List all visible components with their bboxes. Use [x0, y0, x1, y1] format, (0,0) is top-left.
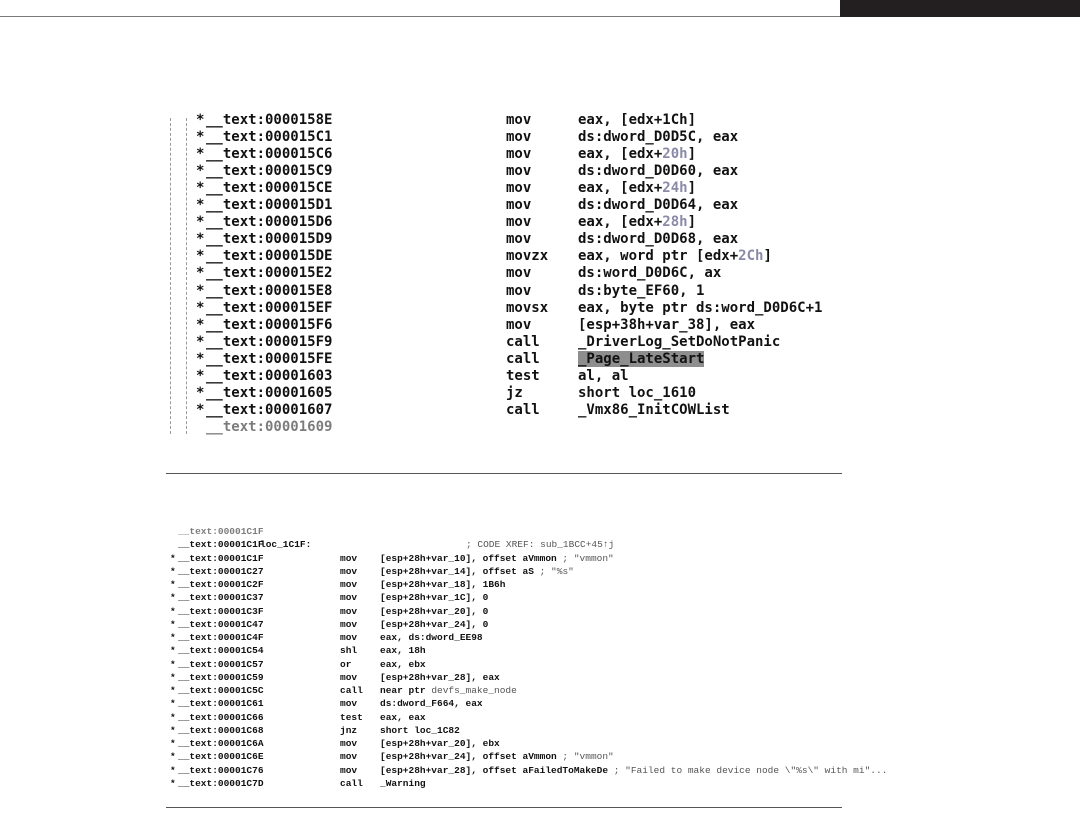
- row-marker: *: [170, 698, 176, 710]
- listing-row[interactable]: [166, 618, 842, 631]
- row-mnemonic: shl: [340, 645, 358, 657]
- row-mnemonic: movsx: [506, 299, 549, 316]
- row-mnemonic: mov: [506, 197, 532, 214]
- row-mnemonic: mov: [506, 180, 532, 197]
- listing-row[interactable]: [166, 334, 842, 351]
- row-operand: [578, 351, 704, 368]
- row-address: __text:000015C9: [206, 163, 333, 180]
- row-address: __text:00001603: [206, 367, 333, 384]
- operand-text: short loc_1C82: [380, 724, 460, 736]
- row-operand: [380, 644, 426, 657]
- row-operand: [578, 385, 696, 402]
- row-mnemonic: mov: [506, 316, 532, 333]
- row-operand: [380, 565, 574, 578]
- highlighted-symbol: _Page_LateStart: [578, 350, 705, 367]
- row-operand: [578, 129, 738, 146]
- operand-text: eax, word ptr [edx+: [578, 248, 739, 265]
- row-address: __text:00001C76: [178, 764, 264, 776]
- row-mnemonic: call: [340, 777, 363, 789]
- listing-row[interactable]: [166, 163, 842, 180]
- row-mnemonic: jnz: [340, 724, 358, 736]
- row-mnemonic: mov: [340, 565, 358, 577]
- listing-row[interactable]: [166, 231, 842, 248]
- row-address: __text:000015C1: [206, 129, 333, 146]
- row-operand: [578, 317, 755, 334]
- operand-text: [esp+28h+var_18], 1B6h: [380, 579, 506, 590]
- row-operand: [578, 300, 822, 317]
- row-address: __text:00001C6E: [178, 751, 264, 763]
- disassembly-listing-2: [166, 526, 888, 798]
- operand-text: [esp+28h+var_28], eax: [380, 671, 500, 683]
- listing-row[interactable]: [166, 248, 842, 265]
- row-address: __text:00001C4F: [178, 632, 264, 643]
- operand-text: [esp+28h+var_20], 0: [380, 605, 489, 617]
- listing-row[interactable]: [166, 764, 888, 777]
- operand-text: eax, ds:dword_EE98: [380, 632, 483, 643]
- row-comment: ; "Failed to make device node \"%s\" with mi"...: [608, 764, 888, 776]
- row-mnemonic: mov: [340, 751, 358, 763]
- operand-text: eax, eax: [380, 711, 426, 723]
- row-address: __text:00001C3F: [178, 605, 264, 617]
- row-comment: ; "vmmon": [556, 552, 614, 564]
- operand-text: _Warning: [380, 777, 426, 789]
- row-operand: [578, 112, 696, 129]
- row-operand: [380, 777, 426, 790]
- row-marker: *: [196, 231, 205, 248]
- operand-text: [esp+38h+var_38], eax: [578, 316, 756, 333]
- operand-text: eax, [edx+1Ch]: [578, 112, 697, 128]
- operand-text: eax, [edx+: [578, 180, 663, 197]
- operand-number: 2Ch: [738, 248, 764, 265]
- operand-text: ds:byte_EF60, 1: [578, 282, 705, 299]
- row-operand: [380, 711, 426, 724]
- listing-row[interactable]: [166, 214, 842, 231]
- row-marker: *: [170, 777, 176, 789]
- row-address: __text:0000158E: [206, 112, 333, 128]
- listing-row[interactable]: [166, 684, 842, 697]
- row-address: __text:00001C66: [178, 711, 264, 723]
- operand-text: [esp+28h+var_1C], 0: [380, 592, 489, 604]
- row-marker: *: [196, 163, 205, 180]
- row-marker: *: [196, 214, 205, 231]
- row-operand: [380, 591, 488, 604]
- row-operand: [380, 552, 614, 565]
- row-marker: *: [170, 605, 176, 617]
- listing-row[interactable]: [166, 750, 842, 763]
- row-marker: *: [196, 333, 205, 350]
- row-address: __text:000015D6: [206, 214, 333, 231]
- operand-text: eax, [edx+: [578, 146, 663, 163]
- listing-row[interactable]: [166, 631, 842, 644]
- row-marker: *: [196, 282, 205, 299]
- listing-row[interactable]: [166, 265, 842, 282]
- row-marker: *: [196, 316, 205, 333]
- operand-text: ds:dword_D0D68, eax: [578, 231, 739, 248]
- listing-row[interactable]: [166, 300, 842, 317]
- operand-text: [esp+28h+var_28], offset aFailedToMakeDe: [380, 764, 609, 776]
- row-address: __text:00001C68: [178, 724, 264, 736]
- operand-text: eax, byte ptr ds:word_D0D6C+1: [578, 299, 823, 316]
- row-comment: ; "vmmon": [556, 751, 614, 763]
- row-mnemonic: test: [506, 367, 540, 384]
- listing-row[interactable]: [166, 578, 842, 591]
- row-address: __text:00001609: [206, 418, 333, 435]
- row-marker: *: [196, 384, 205, 401]
- listing-row[interactable]: [166, 351, 842, 368]
- row-address: __text:00001C47: [178, 618, 264, 630]
- listing-row[interactable]: [166, 180, 842, 197]
- listing-row[interactable]: [166, 538, 842, 551]
- row-marker: *: [170, 671, 176, 683]
- figure-divider: [166, 473, 842, 474]
- row-mnemonic: mov: [506, 265, 532, 282]
- operand-text: ds:word_D0D6C, ax: [578, 265, 722, 282]
- listing-row[interactable]: [166, 368, 842, 385]
- row-mnemonic: mov: [340, 764, 358, 776]
- operand-text: al, al: [578, 367, 629, 384]
- listing-row[interactable]: [166, 671, 842, 684]
- row-address: __text:000015F9: [206, 333, 333, 350]
- operand-text: _Vmx86_InitCOWList: [578, 401, 730, 418]
- operand-text: ds:dword_D0D64, eax: [578, 197, 739, 214]
- row-mnemonic: mov: [340, 618, 358, 630]
- row-mnemonic: mov: [340, 698, 358, 710]
- listing-row[interactable]: [166, 525, 842, 538]
- row-mnemonic: call: [340, 685, 363, 696]
- operand-text: [esp+28h+var_14], offset aS: [380, 565, 534, 577]
- row-mnemonic: call: [506, 350, 540, 367]
- row-marker: *: [170, 724, 176, 736]
- row-address: __text:000015CE: [206, 180, 333, 197]
- row-operand: [578, 197, 738, 214]
- listing-row[interactable]: [166, 711, 842, 724]
- row-operand: [380, 724, 460, 737]
- operand-text: ]: [687, 214, 697, 231]
- row-mnemonic: mov: [506, 112, 532, 128]
- row-operand: [380, 658, 426, 671]
- listing-row[interactable]: [166, 385, 842, 402]
- row-operand: [380, 578, 505, 591]
- row-marker: *: [196, 299, 205, 316]
- listing-row[interactable]: [166, 129, 842, 146]
- row-label: loc_1C1F:: [260, 539, 312, 551]
- row-mnemonic: mov: [506, 163, 532, 180]
- row-operand: [578, 368, 629, 385]
- row-address: __text:00001C1F: [178, 526, 264, 537]
- row-marker: *: [196, 180, 205, 197]
- row-marker: *: [170, 751, 176, 763]
- row-operand: [380, 750, 614, 763]
- row-operand: [380, 605, 488, 618]
- row-marker: *: [170, 764, 176, 776]
- row-marker: *: [170, 579, 176, 590]
- row-marker: *: [196, 197, 205, 214]
- row-address: __text:00001C2F: [178, 579, 264, 590]
- operand-number: 28h: [662, 214, 688, 231]
- row-address: __text:00001607: [206, 401, 333, 418]
- row-marker: *: [196, 146, 205, 163]
- row-address: __text:000015E2: [206, 265, 333, 282]
- row-mnemonic: mov: [506, 282, 532, 299]
- row-operand: [380, 671, 500, 684]
- row-mnemonic: mov: [340, 671, 358, 683]
- operand-text: _DriverLog_SetDoNotPanic: [578, 333, 781, 350]
- listing-row[interactable]: [166, 697, 842, 710]
- row-operand: [578, 163, 738, 180]
- listing-row[interactable]: [166, 737, 842, 750]
- row-marker: *: [196, 129, 205, 146]
- row-marker: *: [170, 685, 176, 696]
- row-address: __text:00001C1F: [178, 552, 264, 564]
- listing-row[interactable]: [166, 317, 842, 334]
- row-operand: [380, 631, 483, 644]
- row-marker: *: [170, 592, 176, 604]
- operand-text: [esp+28h+var_20], ebx: [380, 738, 500, 749]
- row-mnemonic: jz: [506, 384, 523, 401]
- listing-row[interactable]: [166, 658, 842, 671]
- listing-row[interactable]: [166, 591, 842, 604]
- row-operand: [578, 214, 696, 231]
- row-marker: *: [170, 711, 176, 723]
- operand-text: ]: [687, 180, 697, 197]
- row-operand: [466, 538, 614, 551]
- operand-text: ]: [687, 146, 697, 163]
- operand-text: ds:dword_F664, eax: [380, 698, 483, 710]
- row-mnemonic: mov: [340, 605, 358, 617]
- listing-row[interactable]: [166, 644, 842, 657]
- row-mnemonic: test: [340, 711, 363, 723]
- listing-row[interactable]: [166, 605, 842, 618]
- row-comment: ; CODE XREF: sub_1BCC+45↑j: [466, 539, 615, 551]
- row-mnemonic: mov: [506, 146, 532, 163]
- row-operand: [380, 764, 887, 777]
- operand-text: [esp+28h+var_24], offset aVmmon: [380, 751, 557, 763]
- row-marker: *: [170, 658, 176, 670]
- listing-row[interactable]: [166, 402, 842, 419]
- operand-text: [esp+28h+var_24], 0: [380, 618, 489, 630]
- operand-text: near ptr: [380, 685, 432, 696]
- row-address: __text:00001C7D: [178, 777, 264, 789]
- row-operand: [380, 618, 488, 631]
- listing-row[interactable]: [166, 197, 842, 214]
- row-address: __text:000015D9: [206, 231, 333, 248]
- row-mnemonic: mov: [506, 231, 532, 248]
- row-address: __text:000015D1: [206, 197, 333, 214]
- operand-text: eax, ebx: [380, 658, 426, 670]
- row-marker: *: [196, 350, 205, 367]
- row-operand: [578, 146, 696, 163]
- row-address: __text:000015E8: [206, 282, 333, 299]
- row-operand: [578, 402, 730, 419]
- row-mnemonic: or: [340, 658, 352, 670]
- listing-row[interactable]: [166, 724, 842, 737]
- row-operand: [578, 265, 721, 282]
- row-operand: [380, 737, 500, 750]
- row-address: __text:00001C5C: [178, 685, 264, 696]
- row-address: __text:00001C61: [178, 698, 264, 710]
- row-mnemonic: mov: [340, 552, 358, 564]
- row-marker: *: [170, 618, 176, 630]
- row-mnemonic: mov: [506, 129, 532, 146]
- listing-row[interactable]: [166, 112, 842, 129]
- row-mnemonic: call: [506, 333, 540, 350]
- disassembly-listing-1: [166, 112, 842, 435]
- listing-row[interactable]: [166, 419, 842, 436]
- row-address: __text:00001C1F: [178, 539, 264, 551]
- row-address: __text:000015EF: [206, 299, 333, 316]
- row-operand: [578, 231, 738, 248]
- page-header-block: [840, 0, 1080, 17]
- row-comment: ; "%s": [533, 565, 574, 577]
- row-address: __text:00001C6A: [178, 738, 264, 749]
- row-address: __text:00001605: [206, 384, 333, 401]
- page-header-rule: [0, 16, 840, 17]
- operand-text: [esp+28h+var_10], offset aVmmon: [380, 552, 557, 564]
- row-operand: [578, 283, 704, 300]
- row-operand: [380, 697, 483, 710]
- row-address: __text:00001C54: [178, 645, 264, 657]
- operand-text: eax, 18h: [380, 645, 426, 657]
- operand-text: short loc_1610: [578, 384, 697, 401]
- row-mnemonic: movzx: [506, 248, 549, 265]
- row-address: __text:00001C27: [178, 565, 264, 577]
- row-marker: *: [196, 112, 205, 128]
- row-marker: *: [170, 552, 176, 564]
- listing-row[interactable]: [166, 552, 842, 565]
- row-address: __text:000015C6: [206, 146, 333, 163]
- listing-row[interactable]: [166, 777, 842, 790]
- row-marker: *: [196, 367, 205, 384]
- row-mnemonic: call: [506, 401, 540, 418]
- row-mnemonic: mov: [340, 632, 358, 643]
- listing-row[interactable]: [166, 283, 842, 300]
- row-address: __text:000015DE: [206, 248, 333, 265]
- row-operand: [578, 180, 696, 197]
- row-operand: [578, 248, 772, 265]
- row-address: __text:00001C59: [178, 671, 264, 683]
- row-mnemonic: mov: [340, 579, 358, 590]
- row-marker: *: [170, 632, 176, 643]
- row-marker: *: [196, 248, 205, 265]
- operand-number: 24h: [662, 180, 688, 197]
- row-marker: *: [196, 265, 205, 282]
- row-marker: *: [170, 645, 176, 657]
- row-address: __text:000015F6: [206, 316, 333, 333]
- row-address: __text:00001C37: [178, 592, 264, 604]
- row-comment: devfs_make_node: [431, 685, 517, 696]
- row-marker: *: [170, 738, 176, 749]
- listing-row[interactable]: [166, 565, 842, 578]
- row-marker: *: [196, 401, 205, 418]
- operand-number: 20h: [662, 146, 688, 163]
- listing-row[interactable]: [166, 146, 842, 163]
- row-address: __text:000015FE: [206, 350, 333, 367]
- row-operand: [380, 684, 517, 697]
- row-marker: *: [170, 565, 176, 577]
- row-mnemonic: mov: [340, 738, 358, 749]
- operand-text: eax, [edx+: [578, 214, 663, 231]
- operand-text: ds:dword_D0D60, eax: [578, 163, 739, 180]
- row-mnemonic: mov: [340, 592, 358, 604]
- row-address: __text:00001C57: [178, 658, 264, 670]
- figure-divider: [166, 807, 842, 808]
- row-mnemonic: mov: [506, 214, 532, 231]
- row-operand: [578, 334, 780, 351]
- operand-text: ds:dword_D0D5C, eax: [578, 129, 739, 146]
- operand-text: ]: [763, 248, 772, 265]
